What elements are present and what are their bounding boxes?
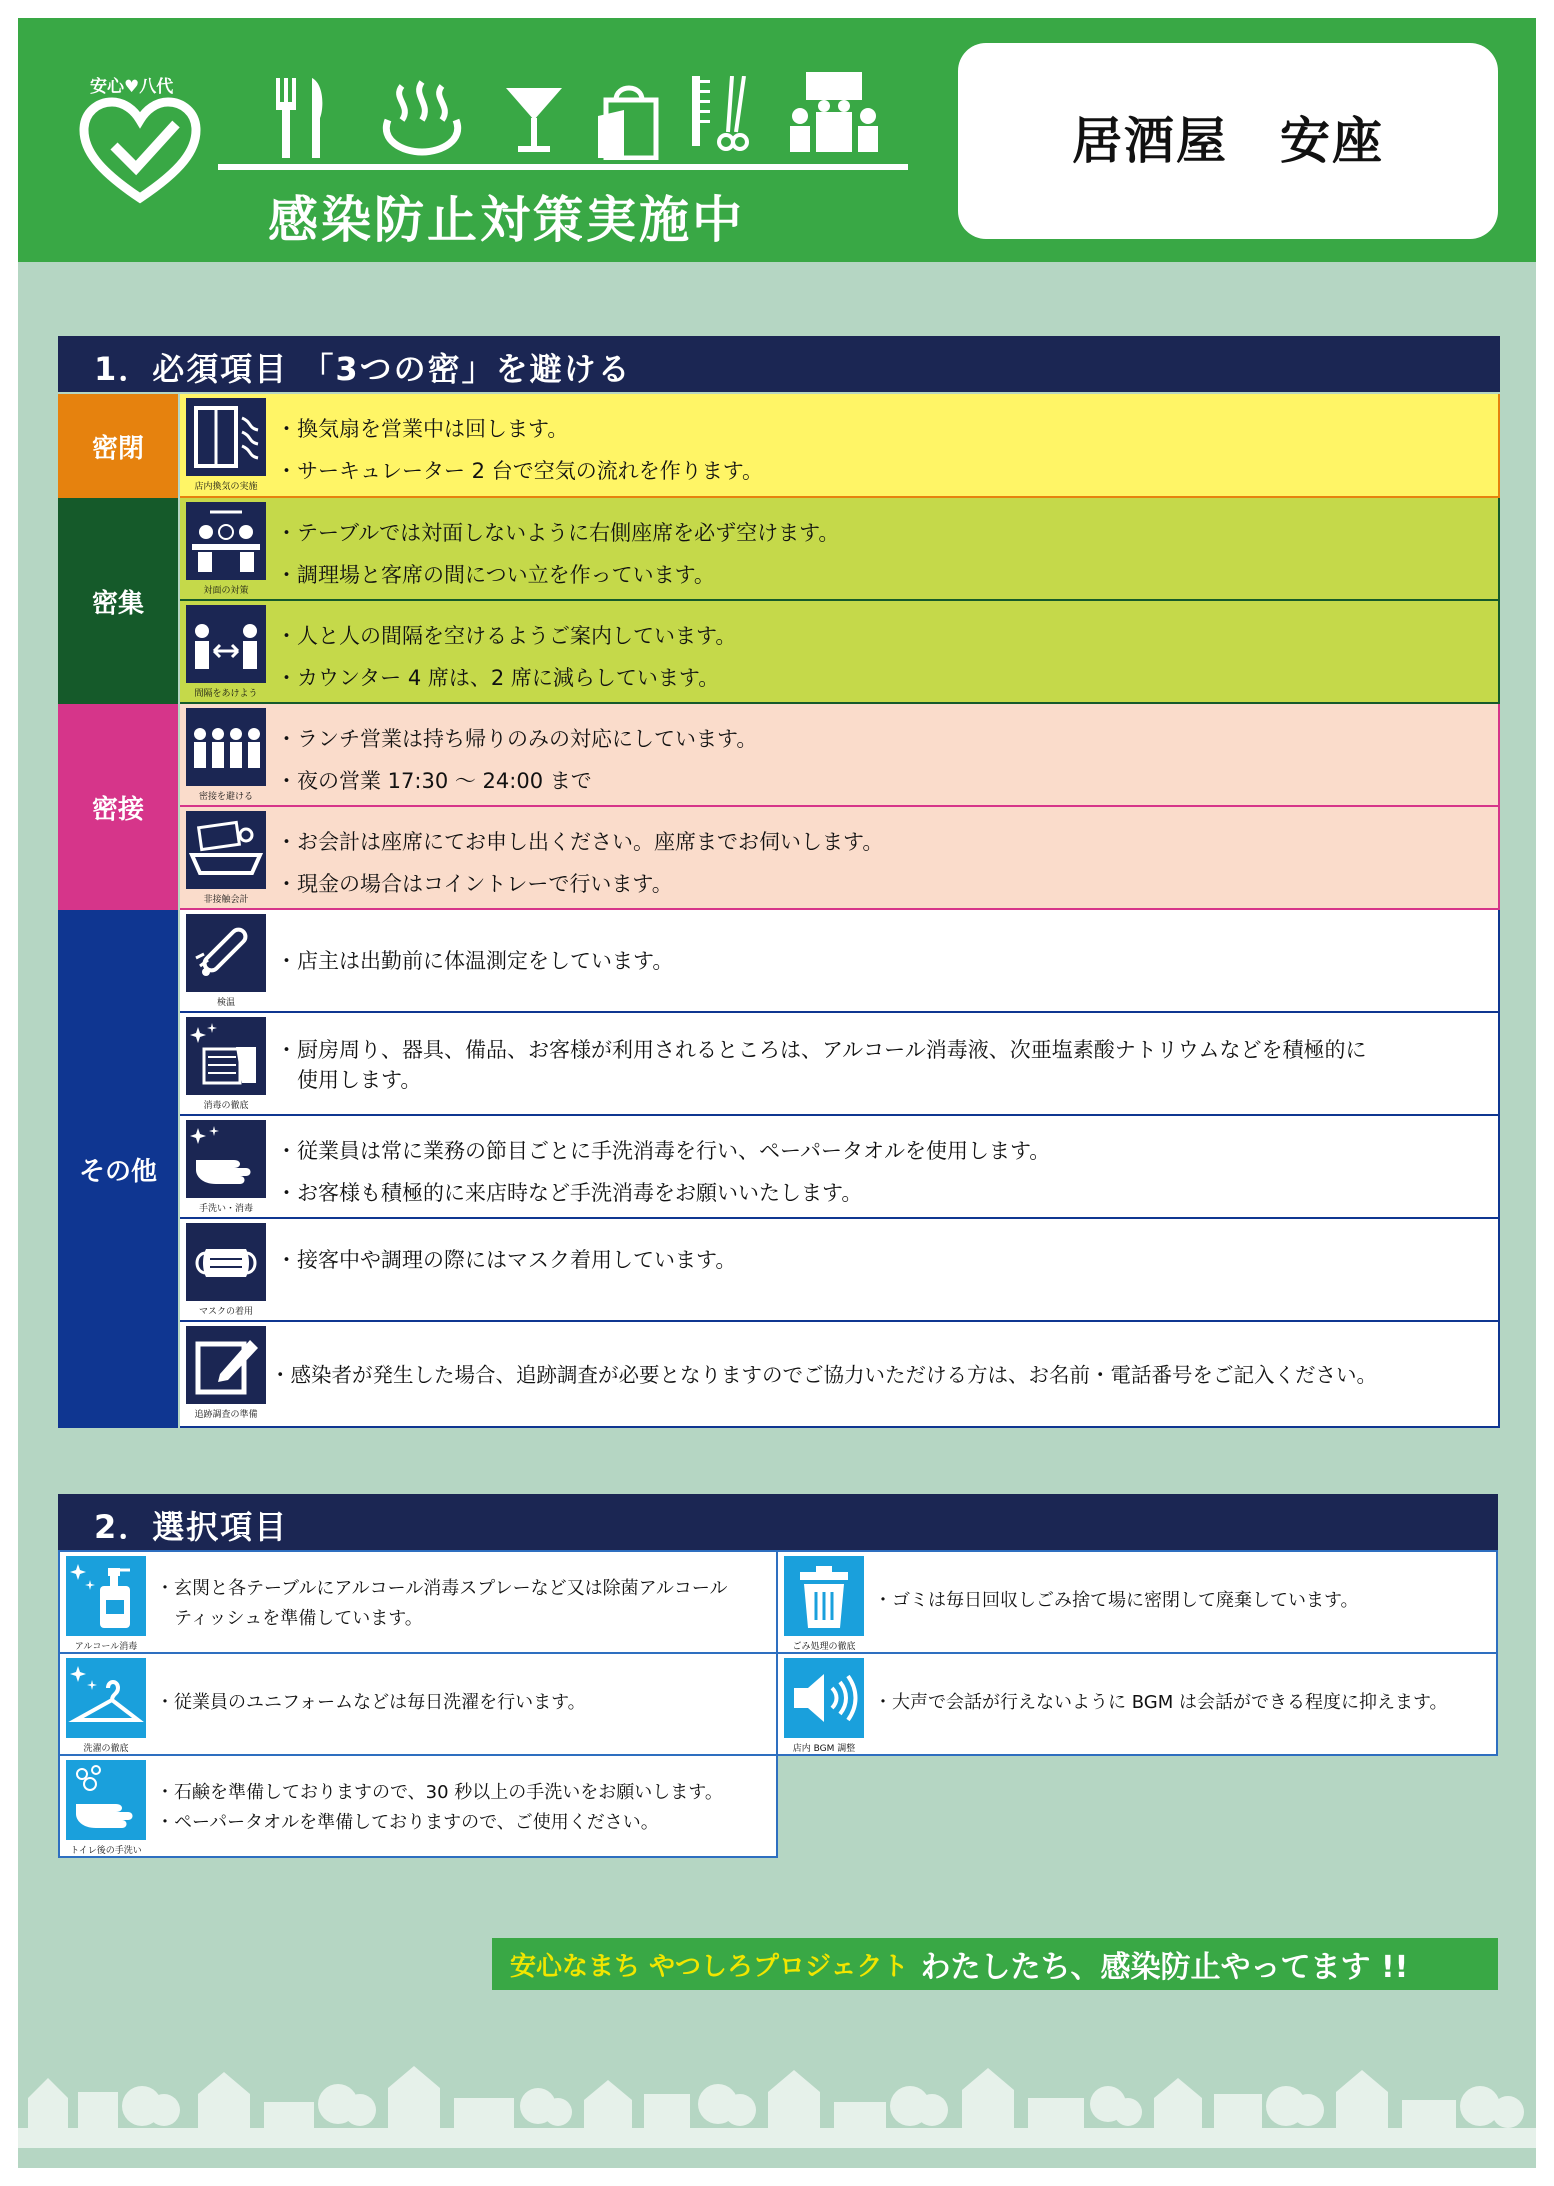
line: ・お会計は座席にてお申し出ください。座席までお伺いします。 (276, 830, 884, 854)
line: ・ランチ営業は持ち帰りのみの対応にしています。 (276, 727, 758, 751)
caption: 洗濯の徹底 (83, 1744, 129, 1754)
line: ・石鹸を準備しておりますので、30 秒以上の手洗いをお願いします。 (156, 1782, 723, 1803)
caption: 間隔をあけよう (194, 689, 258, 699)
logo-text: 安心♥八代 (90, 77, 174, 97)
row-text (276, 1239, 1496, 1281)
line: ・従業員は常に業務の節目ごとに手洗消毒を行い、ペーパータオルを使用します。 (276, 1139, 1051, 1163)
line: ・現金の場合はコイントレーで行います。 (276, 872, 673, 896)
pen-form-icon (186, 1326, 266, 1404)
item-text (874, 1586, 1359, 1616)
row-tracking (180, 1322, 1500, 1428)
shop-name-box (958, 43, 1498, 239)
spray-bottle-icon (66, 1556, 146, 1636)
face-to-face-icon (186, 502, 266, 580)
caption: 店内換気の実施 (194, 482, 258, 492)
row-ventilation (180, 394, 1500, 498)
mask-icon (186, 1223, 266, 1301)
caption: 対面の対策 (203, 586, 249, 596)
shopping-bag-icon (594, 80, 664, 160)
row-avoid-contact (180, 704, 1500, 807)
item-text (874, 1688, 1448, 1718)
line: ・換気扇を営業中は回します。 (276, 417, 569, 441)
row-disinfection (180, 1013, 1500, 1116)
caption: トイレ後の手洗い (70, 1846, 142, 1856)
line: ・感染者が発生した場合、追跡調査が必要となりますのでご協力いただける方は、お名前・電話番号をご記入ください。 (270, 1363, 1377, 1387)
header-divider (218, 164, 908, 170)
line: 使用します。 (276, 1068, 422, 1092)
caption: 手洗い・消毒 (198, 1204, 253, 1214)
caption: 密接を避ける (198, 792, 253, 802)
line: ・カウンター 4 席は、2 席に減らしています。 (276, 666, 720, 690)
comb-scissors-icon (688, 76, 752, 158)
line: ・お客様も積極的に来店時など手洗消毒をお願いいたします。 (276, 1181, 863, 1205)
category-other: その他 (58, 910, 178, 1428)
item-bgm (776, 1652, 1498, 1756)
meeting-people-icon (784, 72, 884, 158)
line: ・サーキュレーター 2 台で空気の流れを作ります。 (276, 459, 764, 483)
section2-heading-bar (58, 1494, 1498, 1550)
thermometer-icon (186, 914, 266, 992)
line: ・テーブルでは対面しないように右側座席を必ず空けます。 (276, 521, 840, 545)
hand-sanitize-icon (186, 1120, 266, 1198)
line: ・玄関と各テーブルにアルコール消毒スプレーなど又は除菌アルコール (156, 1578, 728, 1599)
item-text (156, 1574, 728, 1634)
coin-tray-icon (186, 811, 266, 889)
row-text (276, 821, 1496, 905)
header-title: 感染防止対策実施中 (268, 191, 745, 249)
caption: マスクの着用 (198, 1307, 253, 1317)
fork-knife-icon (272, 78, 330, 158)
category-missetsu: 密接 (58, 704, 178, 910)
header-icons (264, 70, 904, 160)
line: ・夜の営業 17:30 ～ 24:00 まで (276, 769, 592, 793)
item-garbage (776, 1550, 1498, 1654)
line: ・大声で会話が行えないように BGM は会話ができる程度に抑えます。 (874, 1692, 1448, 1713)
trash-can-icon (784, 1556, 864, 1636)
row-text (276, 718, 1496, 802)
row-text (276, 512, 1496, 596)
header (18, 18, 1536, 262)
line: ・従業員のユニフォームなどは毎日洗濯を行います。 (156, 1692, 586, 1713)
distance-people-icon (186, 605, 266, 683)
line: ・調理場と客席の間につい立を作っています。 (276, 563, 715, 587)
item-toilet-handwash (58, 1754, 778, 1858)
row-text (270, 1354, 1500, 1396)
caption: アルコール消毒 (74, 1642, 138, 1652)
category-misshu: 密集 (58, 498, 178, 704)
row-handwash (180, 1116, 1500, 1219)
line: ・店主は出勤前に体温測定をしています。 (276, 949, 674, 973)
section2-heading: 2．選択項目 (94, 1508, 289, 1546)
row-distance (180, 601, 1500, 704)
crowd-icon (186, 708, 266, 786)
soap-hands-icon (66, 1760, 146, 1840)
hot-spring-icon (382, 80, 462, 156)
item-laundry (58, 1652, 778, 1756)
project-name: 安心なまち やつしろプロジェクト (510, 1951, 909, 1982)
line: ・厨房周り、器具、備品、お客様が利用されるところは、アルコール消毒液、次亜塩素酸ナトリウムなどを積極的に (276, 1038, 1367, 1062)
item-text (156, 1688, 586, 1718)
heart-check-logo-icon (78, 96, 202, 206)
page (18, 18, 1536, 2168)
footer-banner (492, 1938, 1498, 1990)
row-face-to-face (180, 498, 1500, 601)
item-alcohol (58, 1550, 778, 1654)
row-text (276, 1130, 1496, 1214)
shop-name: 居酒屋 安座 (1072, 112, 1384, 170)
row-text (276, 615, 1496, 699)
cocktail-glass-icon (504, 84, 564, 156)
row-text (276, 1035, 1496, 1095)
caption: 店内 BGM 調整 (792, 1744, 856, 1754)
window-ventilation-icon (186, 398, 266, 476)
town-silhouette-decoration (18, 2058, 1536, 2148)
section1-heading-bar (58, 336, 1500, 392)
hanger-icon (66, 1658, 146, 1738)
row-mask (180, 1219, 1500, 1322)
line: ・ゴミは毎日回収しごみ捨て場に密閉して廃棄しています。 (874, 1590, 1359, 1611)
line: ティッシュを準備しています。 (156, 1608, 423, 1629)
caption: 消毒の徹底 (203, 1101, 249, 1111)
caption: 検温 (216, 998, 235, 1008)
wiping-disinfect-icon (186, 1017, 266, 1095)
row-temperature (180, 910, 1500, 1013)
row-text (276, 940, 1496, 982)
caption: ごみ処理の徹底 (792, 1642, 856, 1652)
category-mippei: 密閉 (58, 394, 178, 498)
caption: 追跡調査の準備 (194, 1410, 258, 1420)
line: ・接客中や調理の際にはマスク着用しています。 (276, 1248, 737, 1272)
speaker-volume-icon (784, 1658, 864, 1738)
slogan: わたしたち、感染防止やってます !! (920, 1950, 1409, 1985)
row-text (276, 408, 1496, 492)
row-contactless-payment (180, 807, 1500, 910)
line: ・人と人の間隔を空けるようご案内しています。 (276, 624, 737, 648)
item-text (156, 1778, 723, 1838)
section1-heading: 1．必須項目 「3つの密」を避ける (94, 350, 632, 388)
line: ・ペーパータオルを準備しておりますので、ご使用ください。 (156, 1812, 659, 1833)
caption: 非接触会計 (203, 895, 249, 905)
